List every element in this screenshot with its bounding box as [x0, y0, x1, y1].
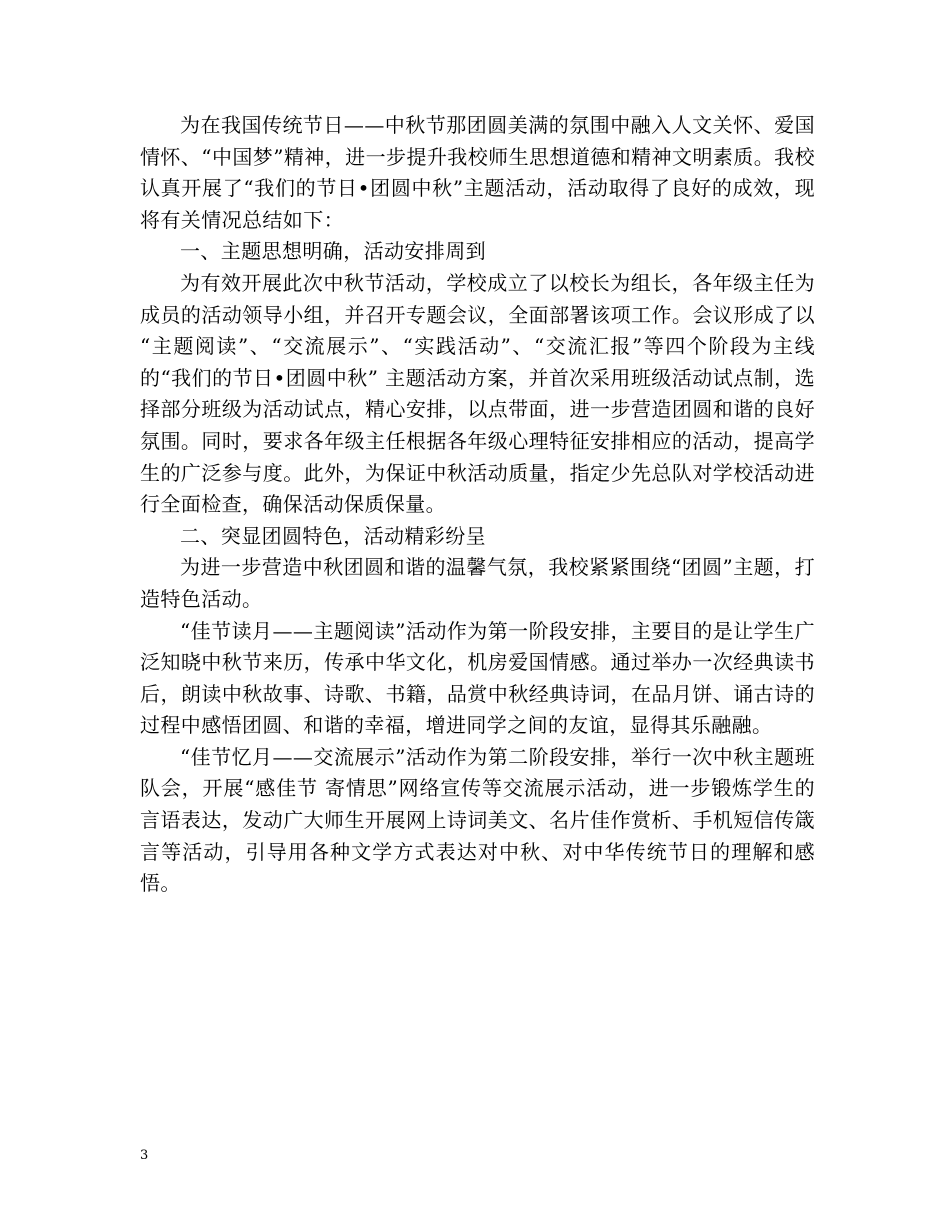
section-2-intro-paragraph: 为进一步营造中秋团圆和谐的温馨气氛，我校紧紧围绕“团圆”主题，打造特色活动。 — [140, 555, 815, 611]
document-body — [140, 110, 815, 900]
reading-activity-paragraph: “佳节读月——主题阅读”活动作为第一阶段安排，主要目的是让学生广泛知晓中秋节来历，传承中华文化，机房爱国情感。通过举办一次经典读书后，朗读中秋故事、诗歌、书籍，品赏中秋经典诗词，在品月饼、诵古诗的过程中感悟团圆、和谐的幸福，增进同学之间的友谊，显得其乐融融。 — [140, 618, 815, 738]
section-heading-1: 一、主题思想明确，活动安排周到 — [180, 239, 486, 264]
intro-paragraph: 为在我国传统节日——中秋节那团圆美满的氛围中融入人文关怀、爱国情怀、“中国梦”精神，进一步提升我校师生思想道德和精神文明素质。我校认真开展了“我们的节日•团圆中秋”主题活动，活动取得了良好的成效，现将有关情况总结如下： — [140, 113, 815, 232]
exchange-activity-paragraph: “佳节忆月——交流展示”活动作为第二阶段安排，举行一次中秋主题班队会，开展“感佳节 寄情思”网络宣传等交流展示活动，进一步锻炼学生的言语表达，发动广大师生开展网上诗词美文、名片佳作赏析、手机短信传箴言等活动，引导用各种文学方式表达对中秋、对中华传统节日的理解和感悟。 — [140, 744, 815, 896]
section-1-paragraph: 为有效开展此次中秋节活动，学校成立了以校长为组长，各年级主任为成员的活动领导小组，并召开专题会议，全面部署该项工作。会议形成了以 “主题阅读”、“交流展示”、“实践活动”、“交流汇报”等四个阶段为主线的“我们的节日•团圆中秋” 主题活动方案，并首次采用班级活动试点制，选择部分班级为活动试点，精心安排，以点带面，进一步营造团圆和谐的良好氛围。同时，要求各年级主任根据各年级心理特征安排相应的活动，提高学生的广泛参与度。此外，为保证中秋活动质量，指定少先总队对学校活动进行全面检查，确保活动保质保量。 — [140, 270, 815, 517]
page-number: 3 — [140, 1148, 149, 1163]
section-heading-2: 二、突显团圆特色，活动精彩纷呈 — [180, 523, 486, 548]
